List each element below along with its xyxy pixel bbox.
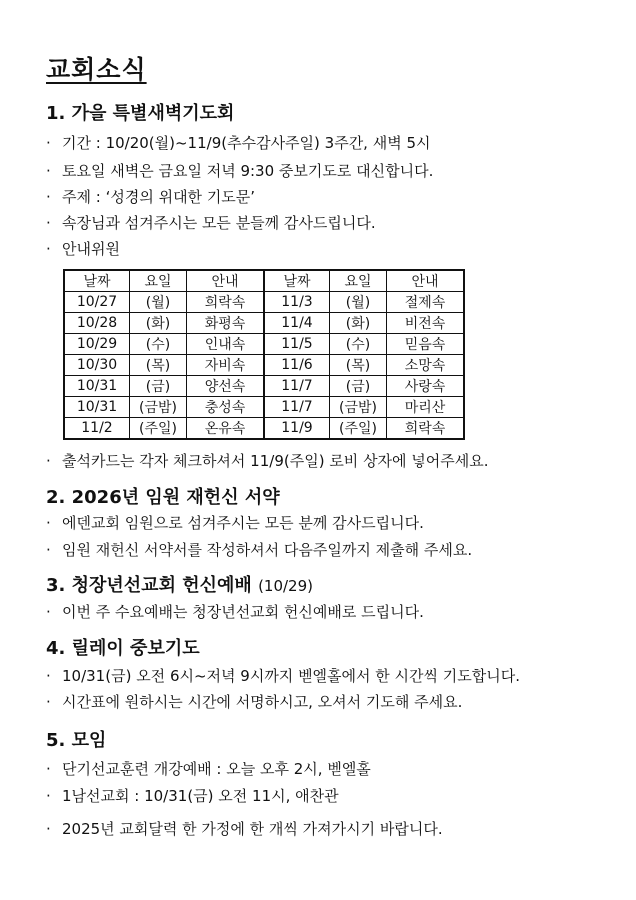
- section-heading-1: 1. 가을 특별새벽기도회: [46, 103, 235, 124]
- list-item-text: 기간 : 10/20(월)~11/9(추수감사주일) 3주간, 새벽 5시: [62, 134, 431, 152]
- bullet-mark: ·: [46, 603, 51, 621]
- list-item: [46, 450, 489, 471]
- section-heading-2: 2. 2026년 임원 재헌신 서약: [46, 487, 280, 508]
- table-cell: 10/30: [64, 355, 130, 376]
- table-row: [64, 376, 464, 397]
- list-item: [46, 691, 462, 712]
- table-cell: 11/2: [64, 418, 130, 440]
- list-item-text: 이번 주 수요예배는 청장년선교회 헌신예배로 드립니다.: [62, 603, 424, 621]
- table-cell: (목): [330, 355, 387, 376]
- table-cell: 11/9: [264, 418, 330, 440]
- table-cell: 10/29: [64, 334, 130, 355]
- table-cell: (주일): [330, 418, 387, 440]
- list-item: [46, 818, 443, 839]
- bullet-mark: ·: [46, 188, 51, 206]
- list-item: [46, 665, 520, 686]
- list-item: [46, 512, 424, 533]
- list-item-text: 안내위원: [62, 240, 120, 258]
- table-cell: 충성속: [187, 397, 265, 418]
- bullet-mark: ·: [46, 240, 51, 258]
- bullet-mark: ·: [46, 541, 51, 559]
- column-header: 날짜: [64, 270, 130, 292]
- section-heading-date: (10/29): [258, 577, 313, 595]
- list-item-text: 출석카드는 각자 체크하셔서 11/9(주일) 로비 상자에 넣어주세요.: [62, 452, 489, 470]
- table-cell: 11/6: [264, 355, 330, 376]
- list-item-text: 1남선교회 : 10/31(금) 오전 11시, 애찬관: [62, 787, 339, 805]
- table-cell: 11/7: [264, 397, 330, 418]
- table-cell: 11/3: [264, 292, 330, 313]
- table-cell: (화): [130, 313, 187, 334]
- table-cell: 11/5: [264, 334, 330, 355]
- bullet-mark: ·: [46, 760, 51, 778]
- table-row: [64, 313, 464, 334]
- bullet-mark: ·: [46, 693, 51, 711]
- list-item-text: 10/31(금) 오전 6시~저녁 9시까지 벧엘홀에서 한 시간씩 기도합니다.: [62, 667, 521, 685]
- table-cell: 소망속: [387, 355, 465, 376]
- table-cell: 절제속: [387, 292, 465, 313]
- table-cell: 10/28: [64, 313, 130, 334]
- table-cell: (수): [330, 334, 387, 355]
- list-item-text: 에덴교회 임원으로 섬겨주시는 모든 분께 감사드립니다.: [62, 514, 424, 532]
- table-cell: (금): [130, 376, 187, 397]
- section-heading-3: [46, 571, 313, 597]
- table-cell: 화평속: [187, 313, 265, 334]
- table-cell: 믿음속: [387, 334, 465, 355]
- bullet-mark: ·: [46, 820, 51, 838]
- list-item-text: 2025년 교회달력 한 가정에 한 개씩 가져가시기 바랍니다.: [62, 820, 443, 838]
- column-header: 요일: [130, 270, 187, 292]
- table-cell: 11/7: [264, 376, 330, 397]
- table-cell: (주일): [130, 418, 187, 440]
- list-item-text: 속장님과 섬겨주시는 모든 분들께 감사드립니다.: [62, 214, 376, 232]
- bullet-mark: ·: [46, 514, 51, 532]
- column-header: 요일: [330, 270, 387, 292]
- table-cell: 온유속: [187, 418, 265, 440]
- table-cell: 희락속: [187, 292, 265, 313]
- table-row: [64, 334, 464, 355]
- list-item: [46, 186, 255, 207]
- bullet-mark: ·: [46, 667, 51, 685]
- column-header: 안내: [187, 270, 265, 292]
- table-cell: 10/31: [64, 397, 130, 418]
- table-cell: 10/27: [64, 292, 130, 313]
- table-cell: (금밤): [130, 397, 187, 418]
- list-item-text: 토요일 새벽은 금요일 저녁 9:30 중보기도로 대신합니다.: [62, 162, 434, 180]
- bullet-mark: ·: [46, 134, 51, 152]
- list-item: [46, 601, 424, 622]
- list-item: [46, 238, 120, 259]
- list-item: [46, 212, 376, 233]
- table-cell: 희락속: [387, 418, 465, 440]
- list-item-text: 시간표에 원하시는 시간에 서명하시고, 오셔서 기도해 주세요.: [62, 693, 463, 711]
- column-header: 날짜: [264, 270, 330, 292]
- table-cell: 10/31: [64, 376, 130, 397]
- list-item-text: 임원 재헌신 서약서를 작성하셔서 다음주일까지 제출해 주세요.: [62, 541, 473, 559]
- table-cell: 비전속: [387, 313, 465, 334]
- bullet-mark: ·: [46, 214, 51, 232]
- table-cell: 11/4: [264, 313, 330, 334]
- table-cell: (금): [330, 376, 387, 397]
- table-cell: 양선속: [187, 376, 265, 397]
- list-item-text: 주제 : ‘성경의 위대한 기도문’: [62, 188, 256, 206]
- column-header: 안내: [387, 270, 465, 292]
- table-cell: (화): [330, 313, 387, 334]
- bullet-mark: ·: [46, 452, 51, 470]
- page-title: 교회소식: [46, 55, 147, 84]
- list-item: [46, 160, 433, 181]
- table-cell: 인내속: [187, 334, 265, 355]
- table-row: [64, 355, 464, 376]
- table-cell: (수): [130, 334, 187, 355]
- section-heading-4: 4. 릴레이 중보기도: [46, 638, 200, 659]
- table-cell: (금밤): [330, 397, 387, 418]
- bullet-mark: ·: [46, 787, 51, 805]
- list-item: [46, 539, 472, 560]
- table-cell: 사랑속: [387, 376, 465, 397]
- table-row: [64, 397, 464, 418]
- list-item: [46, 132, 431, 153]
- table-cell: (월): [130, 292, 187, 313]
- table-cell: (월): [330, 292, 387, 313]
- bullet-mark: ·: [46, 162, 51, 180]
- table-header-row: [64, 270, 464, 292]
- table-row: [64, 418, 464, 440]
- list-item: [46, 785, 339, 806]
- table-cell: (목): [130, 355, 187, 376]
- list-item: [46, 758, 371, 779]
- table-cell: 마리산: [387, 397, 465, 418]
- list-item-text: 단기선교훈련 개강예배 : 오늘 오후 2시, 벧엘홀: [62, 760, 371, 778]
- table-row: [64, 292, 464, 313]
- table-cell: 자비속: [187, 355, 265, 376]
- duty-schedule-table: [63, 269, 465, 440]
- section-heading-5: 5. 모임: [46, 730, 107, 751]
- section-heading-text: 3. 청장년선교회 헌신예배: [46, 575, 252, 596]
